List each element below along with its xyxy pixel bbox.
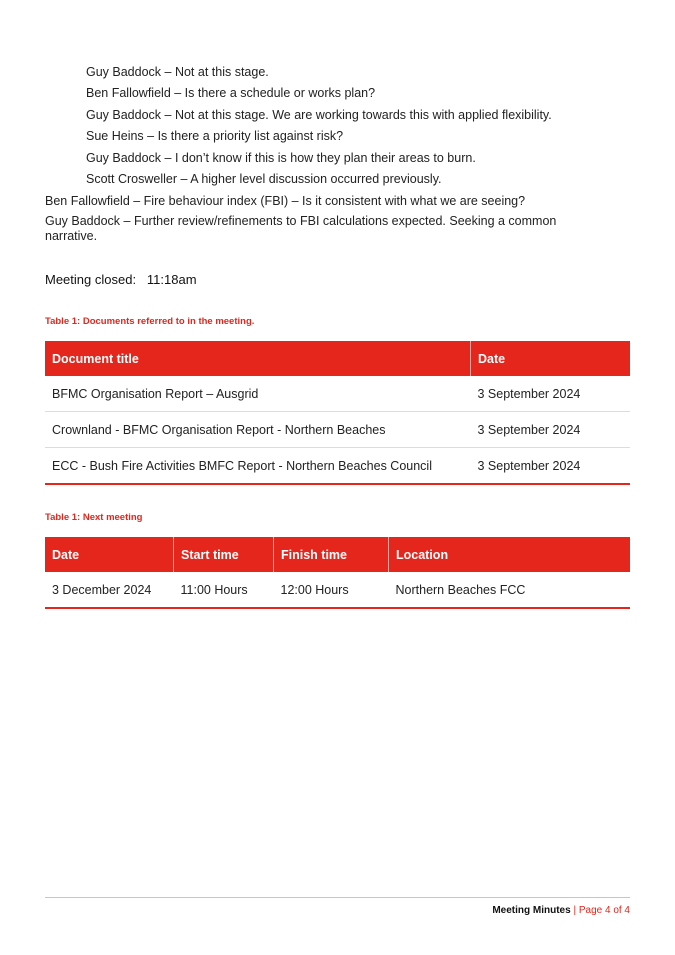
table-cell: 3 September 2024: [471, 412, 631, 448]
table-row: [45, 572, 630, 608]
discussion-line: Scott Crosweller – A higher level discussion occurred previously.: [86, 172, 442, 186]
meeting-closed: [45, 272, 197, 287]
next-meeting-table-caption: Table 1: Next meeting: [45, 512, 143, 523]
discussion-line: Guy Baddock – Not at this stage.: [86, 65, 269, 79]
table-cell: Northern Beaches FCC: [389, 572, 631, 608]
table-cell: BFMC Organisation Report – Ausgrid: [45, 376, 471, 412]
next-meeting-table: [45, 537, 630, 609]
discussion-line: Guy Baddock – Further review/refinements to FBI calculations expected. Seeking a common narrative.: [45, 214, 557, 243]
footer-divider: [45, 897, 630, 898]
table-row: [45, 412, 630, 448]
documents-table-caption: Table 1: Documents referred to in the meeting.: [45, 316, 255, 327]
discussion-line: Guy Baddock – I don’t know if this is how they plan their areas to burn.: [86, 151, 476, 165]
footer-title: Meeting Minutes: [492, 905, 571, 916]
table-cell: Crownland - BFMC Organisation Report - Northern Beaches: [45, 412, 471, 448]
column-header: Location: [389, 537, 631, 572]
column-header: Date: [45, 537, 174, 572]
table-row: [45, 376, 630, 412]
discussion-line: Ben Fallowfield – Fire behaviour index (FBI) – Is it consistent with what we are seeing?: [45, 194, 526, 208]
discussion-line: Ben Fallowfield – Is there a schedule or works plan?: [86, 86, 376, 100]
discussion-line: Sue Heins – Is there a priority list against risk?: [86, 129, 344, 143]
page-footer: [492, 905, 630, 916]
column-header: Document title: [45, 341, 471, 376]
table-cell: 3 December 2024: [45, 572, 174, 608]
table-row: [45, 448, 630, 485]
column-header: Start time: [174, 537, 274, 572]
page-number: Page 4 of 4: [578, 905, 630, 916]
meeting-closed-label: Meeting closed:: [45, 272, 137, 287]
column-header: Date: [471, 341, 631, 376]
documents-table: [45, 341, 630, 485]
column-header: Finish time: [274, 537, 389, 572]
table-cell: ECC - Bush Fire Activities BMFC Report - Northern Beaches Council: [45, 448, 471, 485]
discussion-line: Guy Baddock – Not at this stage. We are working towards this with applied flexibility.: [86, 108, 552, 122]
table-cell: 3 September 2024: [471, 376, 631, 412]
table-header-row: [45, 341, 630, 376]
meeting-closed-time: 11:18am: [146, 272, 197, 287]
table-header-row: [45, 537, 630, 572]
table-cell: 12:00 Hours: [274, 572, 389, 608]
table-cell: 3 September 2024: [471, 448, 631, 485]
table-cell: 11:00 Hours: [174, 572, 274, 608]
footer-separator: |: [573, 905, 577, 916]
